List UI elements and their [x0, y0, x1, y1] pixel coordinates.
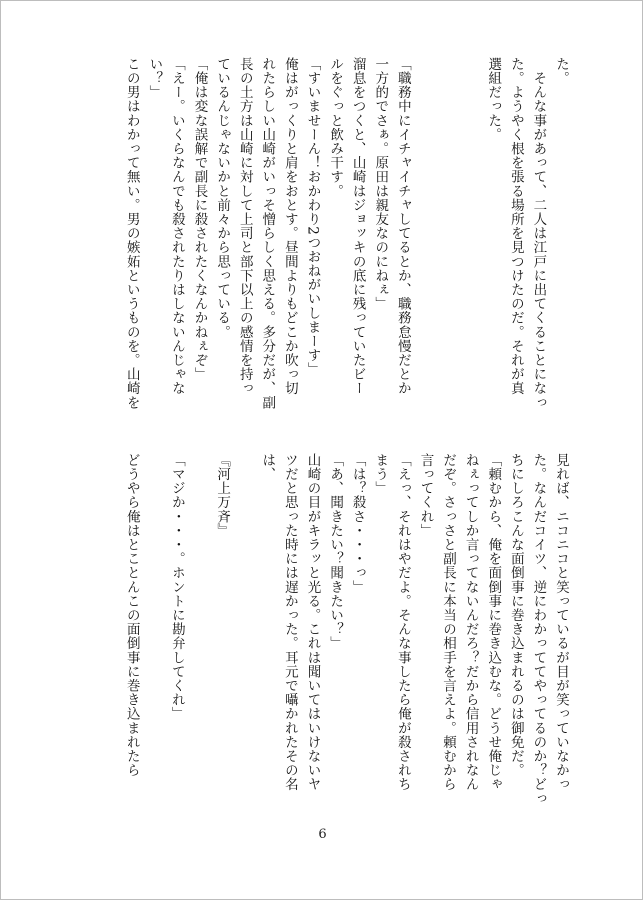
text-line: 俺はがっくりと肩をおとす。昼間よりもどこか吹っ切 — [281, 57, 298, 396]
text-line: 「は？殺さ・・・っ」 — [349, 453, 366, 594]
text-line: ているんじゃないかと前々から思っている。 — [214, 57, 231, 339]
text-line — [188, 453, 211, 823]
text-line: ねぇってしか言ってないんだろ？だから信用されなん — [462, 453, 479, 792]
text-line — [143, 453, 166, 823]
text-line — [233, 453, 256, 823]
text-line: れたらしい山崎がいっそ憎らしく思える。多分だが、副 — [259, 57, 276, 410]
text-line: ちにしろこんな面倒事に巻き込まれるのは御免だ。 — [507, 453, 524, 778]
text-line: 言ってくれ」 — [417, 453, 434, 538]
text-line: 「えっ、それはやだよ。そんな事したら俺が殺されち — [394, 453, 411, 792]
text-line: い？」 — [146, 57, 163, 100]
text-line: 「えー。いくらなんでも殺されたりはしないんじゃな — [168, 57, 185, 396]
text-line: 山崎の目がキラッと光る。これは聞いてはいけないヤ — [304, 453, 321, 792]
text-line: 「職務中にイチャイチャしてるとか、職務怠慢だとか — [394, 57, 411, 396]
lower-text-block — [52, 453, 572, 823]
text-line: 「頼むから、俺を面倒事に巻き込むな。どうせ俺じゃ — [485, 453, 502, 792]
text-line: この男はわかって無い。男の嫉妬というものを。山崎を — [123, 57, 140, 410]
text-line: 『河上万斉』 — [214, 453, 231, 538]
text-line: 選組だった。 — [485, 57, 502, 142]
text-line: た。ようやく根を張る場所を見つけたのだ。それが真 — [507, 57, 524, 396]
text-line: まう」 — [372, 453, 389, 496]
text-line: 溜息をつくと、山崎はジョッキの底に残っていたビー — [349, 57, 366, 396]
text-line: どうやら俺はとことんこの面倒事に巻き込まれたら — [123, 453, 140, 778]
page-number: 6 — [318, 827, 327, 842]
text-line: 一方的でさぁ。原田は親友なのにねぇ」 — [372, 57, 389, 311]
text-line — [459, 57, 482, 427]
text-line: 「マジか・・・。ホントに勘弁してくれ」 — [168, 453, 185, 721]
text-line: た。なんだコイツ、逆にわかっててやってるのか？どっ — [530, 453, 547, 806]
text-line: ツだと思った時には遅かった。耳元で囁かれたその名 — [281, 453, 298, 792]
text-line: た。 — [553, 57, 569, 86]
text-line: 長の土方は山崎に対して上司と部下以上の感情を持っ — [236, 57, 253, 396]
text-line: そんな事があって、二人は江戸に出てくることになっ — [530, 57, 547, 410]
text-line: 「俺は変な誤解で副長に殺されたくなんかねぇぞ」 — [191, 57, 208, 382]
text-line — [414, 57, 437, 427]
text-line: 「すいませーん！おかわり2つおねがいしまーす」 — [304, 57, 321, 377]
text-line: 「あ、聞きたい？聞きたい？」 — [327, 453, 344, 651]
text-line — [436, 57, 459, 427]
text-line: は、 — [259, 453, 276, 482]
text-line: ルをぐっと飲み干す。 — [327, 57, 344, 198]
upper-text-block — [52, 57, 572, 427]
text-line: 見れば、ニコニコと笑っているが目が笑っていなかっ — [553, 453, 569, 792]
text-line: だぞ。さっさと副長に本当の相手を言えよ。頼むから — [440, 453, 457, 792]
